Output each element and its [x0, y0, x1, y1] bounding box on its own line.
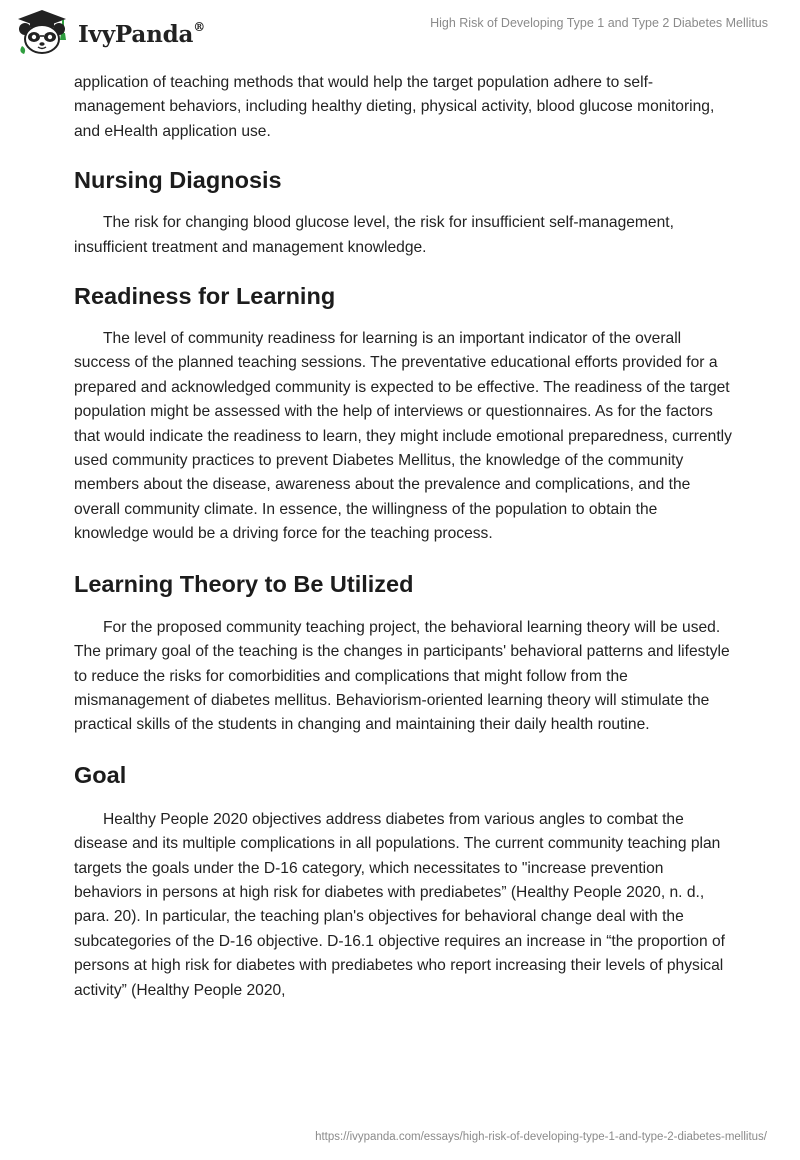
page-header [0, 0, 800, 70]
paragraph-nursing-diagnosis: The risk for changing blood glucose level, the risk for insufficient self-management, insufficient treatment and management knowledge. [74, 214, 674, 256]
source-url[interactable]: https://ivypanda.com/essays/high-risk-of-developing-type-1-and-type-2-diabetes-mellitus/ [315, 1131, 767, 1143]
essay-content [74, 70, 734, 1003]
ivypanda-logo[interactable] [14, 8, 205, 56]
document-title: High Risk of Developing Type 1 and Type 2 Diabetes Mellitus [430, 16, 768, 30]
heading-goal: Goal [74, 761, 127, 788]
heading-learning-theory: Learning Theory to Be Utilized [74, 570, 414, 597]
intro-paragraph: application of teaching methods that would help the target population adhere to self-management behaviors, including healthy dieting, physical activity, blood glucose monitoring, and eHealth application use. [74, 74, 715, 140]
paragraph-learning-theory: For the proposed community teaching project, the behavioral learning theory will be used. The primary goal of the teaching is the changes in participants' behavioral patterns and lifestyle to reduce the risks for comorbidities and complications that might follow from the mismanagement of diabetes mellitus. Behaviorism-oriented learning theory will stimulate the practical skills of the students in changing and maintaining their daily health routine. [74, 618, 730, 734]
paragraph-readiness-for-learning: The level of community readiness for learning is an important indicator of the overall success of the planned teaching sessions. The preventative educational efforts provided for a prepared and acknowledged community is expected to be effective. The readiness of the target population might be assessed with the help of interviews or questionnaires. As for the factors that would indicate the readiness to learn, they might include emotional preparedness, currently used community practices to prevent Diabetes Mellitus, the knowledge of the community members about the disease, awareness about the prevalence and complications, and the overall community climate. In essence, the willingness of the population to obtain the knowledge would be a driving force for the teaching process. [74, 330, 732, 543]
paragraph-goal: Healthy People 2020 objectives address diabetes from various angles to combat the disease and its multiple complications in all populations. The current community teaching plan targets the goals under the D-16 category, which necessitates to "increase prevention behaviors in persons at high risk for diabetes with prediabetes” (Healthy People 2020, n. d., para. 20). In particular, the teaching plan's objectives for behavioral change deal with the subcategories of the D-16 objective. D-16.1 objective requires an increase in “the proportion of persons at high risk for diabetes with prediabetes who report increasing their levels of physical activity” (Healthy People 2020, [74, 810, 725, 999]
heading-nursing-diagnosis: Nursing Diagnosis [74, 167, 282, 194]
brand-name: IvyPanda® [78, 19, 205, 48]
panda-graduate-icon [14, 8, 70, 56]
heading-readiness-for-learning: Readiness for Learning [74, 283, 336, 310]
